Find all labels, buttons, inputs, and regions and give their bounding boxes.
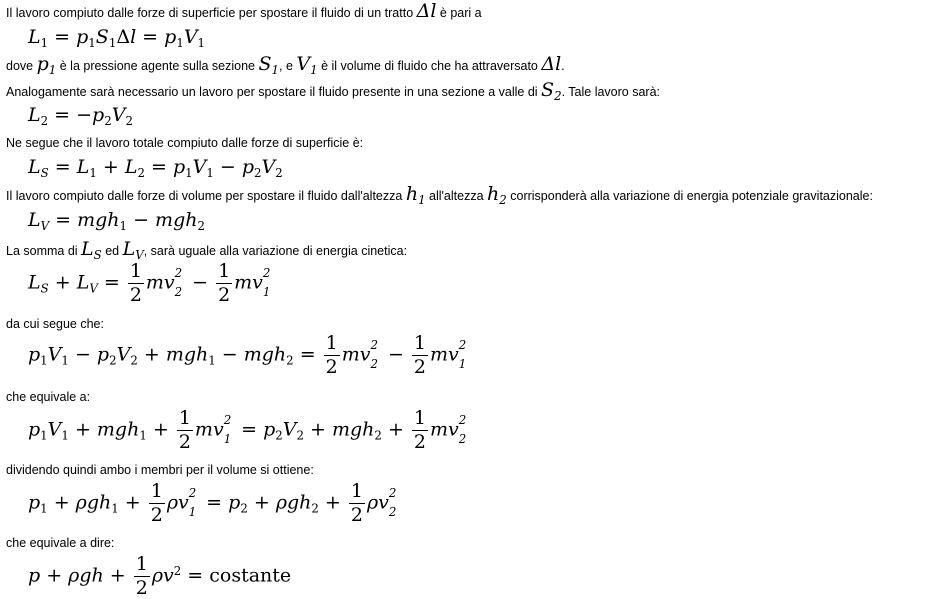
fraction-half: $\frac{1}{2}$ [413,407,426,453]
math-delta-l: Δl [541,53,562,75]
fraction-half: $\frac{1}{2}$ [129,260,142,306]
fraction-half: $\frac{1}{2}$ [413,332,426,378]
equation-kinetic-energy: $L_S + L_V$ = $\frac{1}{2}$ mv 2 2 − $\frac{1}{2}$ mv 2 1 [28,260,271,306]
text-line-2 [6,53,565,78]
text-segment: Analogamente sarà necessario un lavoro per spostare il fluido presente in una sezione a valle di [6,85,542,99]
text-segment: è la pressione agente sulla sezione [56,59,259,73]
text-line-8: che equivale a: [6,390,91,404]
text-segment: è il volume di fluido che ha attraversato [317,59,542,73]
math-h1: $h_1$ [405,183,426,208]
math-h2: $h_2$ [487,183,507,208]
text-segment: , e [279,59,297,73]
text-segment: all'altezza [425,189,488,203]
equation-total-surface-work: $L_S = L_1 + L_2 = p_1V_1 - p_2V_2$ [28,156,283,181]
text-segment: ed [101,244,123,258]
equation-expanded: $p_1V_1 - p_2V_2 + mgh_1 - mgh_2$ = $\frac{1}{2}$ mv 2 2 − $\frac{1}{2}$ mv 2 1 [28,332,467,378]
math-LV: $L_V$ [122,238,144,263]
text-segment: dove [6,59,37,73]
fraction-half: $\frac{1}{2}$ [150,480,163,526]
text-line-4: Ne segue che il lavoro totale compiuto dalle forze di superficie è: [6,136,364,150]
math-p1: $p_1$ [36,53,57,78]
text-line-9: dividendo quindi ambo i membri per il volume si ottiene: [6,463,314,477]
equation-per-volume: $p_1 + \rho gh_1$ + $\frac{1}{2}$ ρv 2 1 = $p_2 + \rho gh_2$ + $\frac{1}{2}$ ρv 2 2 [28,480,397,526]
text-line-1 [6,0,482,22]
equation-work-surface-1: $L_1 = p_1S_1\Delta l = p_1V_1$ [28,26,206,51]
equation-bernoulli: p + ρgh + $\frac{1}{2}$ $\rho v^2$ = costante [28,553,292,599]
equation-rearranged: $p_1V_1 + mgh_1$ + $\frac{1}{2}$ mv 2 1 = $p_2V_2 + mgh_2$ + $\frac{1}{2}$ mv 2 2 [28,407,467,453]
equation-volume-work: $L_V = mgh_1 - mgh_2$ [28,209,205,234]
fraction-half: $\frac{1}{2}$ [218,260,231,306]
text-segment: è pari a [436,6,482,20]
text-line-7: da cui segue che: [6,317,104,331]
text-line-10: che equivale a dire: [6,536,115,550]
text-segment: , sarà uguale alla variazione di energia cinetica: [143,244,408,258]
text-segment: La somma di [6,244,82,258]
word-costante: costante [209,564,292,587]
fraction-half: $\frac{1}{2}$ [135,553,148,599]
text-segment: corrisponderà alla variazione di energia potenziale gravitazionale: [506,189,873,203]
fraction-half: $\frac{1}{2}$ [350,480,363,526]
math-S1: $S_1$ [258,53,280,78]
math-V1: $V_1$ [296,53,318,78]
text-segment: . Tale lavoro sarà: [561,85,661,99]
text-line-6 [6,238,408,263]
text-segment: Il lavoro compiuto dalle forze di volume per spostare il fluido dall'altezza [6,189,406,203]
text-segment: . [561,59,565,73]
math-delta-l: Δl [416,0,437,22]
fraction-half: $\frac{1}{2}$ [178,407,191,453]
fraction-half: $\frac{1}{2}$ [325,332,338,378]
text-line-3 [6,79,661,104]
text-line-5 [6,183,873,208]
math-S2: $S_2$ [541,79,562,104]
equation-work-surface-2: $L_2 = -p_2V_2$ [28,104,133,129]
math-LS: $L_S$ [81,238,102,263]
text-segment: Il lavoro compiuto dalle forze di superficie per spostare il fluido di un tratto [6,6,417,20]
